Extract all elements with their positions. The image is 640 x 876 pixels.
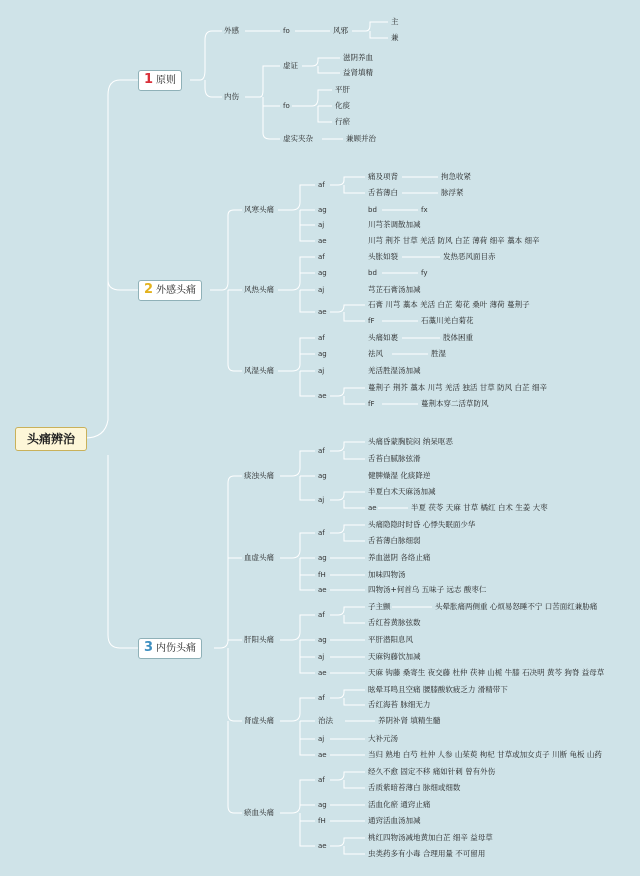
node: ae: [318, 842, 327, 850]
node: 蔓荆本穿二活草防风: [421, 399, 489, 408]
node: ae: [318, 586, 327, 594]
node: fo: [283, 102, 290, 110]
node: 肢体困重: [443, 333, 473, 342]
node: 拘急收紧: [441, 172, 471, 181]
node: fF: [368, 317, 375, 325]
node: af: [318, 447, 325, 455]
node: 石藁川羌白菊花: [421, 316, 474, 325]
node: 平肝潜阳息风: [368, 635, 413, 644]
node: aj: [318, 286, 325, 294]
node: 石膏 川芎 藁本 羌活 白芷 菊花 桑叶 薄荷 蔓荆子: [368, 300, 530, 309]
node: ae: [318, 669, 327, 677]
section-external: [138, 280, 202, 301]
node: 血虚头痛: [244, 553, 274, 562]
node: 平肝: [335, 85, 350, 94]
node: 半夏白术天麻汤加减: [368, 487, 436, 496]
node: 外感: [224, 26, 239, 35]
node: bd: [368, 206, 377, 214]
node: 眩晕耳鸣且空痛 腰膝酸软疲乏力 滑精带下: [368, 685, 508, 694]
node: 行瘀: [335, 117, 350, 126]
node: 风热头痛: [244, 285, 274, 294]
node: fy: [421, 269, 428, 277]
node: aj: [318, 496, 325, 504]
node: ag: [318, 636, 327, 644]
node: ag: [318, 269, 327, 277]
node: 益肾填精: [343, 68, 373, 77]
node: 川芎 荆芥 甘草 羌活 防风 白芷 薄荷 细辛 藁本 细辛: [368, 236, 540, 245]
node: ae: [318, 308, 327, 316]
node: af: [318, 611, 325, 619]
node: fo: [283, 27, 290, 35]
node: 经久不愈 固定不移 痛如针刺 曾有外伤: [368, 767, 496, 776]
node: 大补元汤: [368, 734, 398, 743]
node: aj: [318, 367, 325, 375]
node: 主: [391, 17, 399, 26]
node: 舌红海苔 脉细无力: [368, 700, 431, 709]
node: 风寒头痛: [244, 205, 274, 214]
node: 健脾燥湿 化痰降逆: [368, 471, 431, 480]
node: 头痛隐隐时时昏 心悸失眠面少华: [368, 520, 476, 529]
node: 养阴补肾 填精生髓: [378, 716, 441, 725]
node: 半夏 茯苓 天麻 甘草 橘红 白术 生姜 大枣: [411, 503, 548, 512]
node: 肝阳头痛: [244, 635, 274, 644]
node: 川芎茶调散加减: [368, 220, 421, 229]
node: 舌苔薄白: [368, 188, 398, 197]
node: af: [318, 181, 325, 189]
node: ae: [318, 237, 327, 245]
node: 芎芷石膏汤加减: [368, 285, 421, 294]
node: 活血化瘀 通窍止痛: [368, 800, 431, 809]
node: 舌质紫暗苔薄白 脉细或细数: [368, 783, 461, 792]
section-number: 1: [144, 72, 154, 87]
node: 胜湿: [431, 349, 446, 358]
node: 四物汤+何首乌 五味子 远志 酸枣仁: [368, 585, 487, 594]
node: fx: [421, 206, 428, 214]
node: fH: [318, 571, 326, 579]
node: 兼顾并治: [346, 134, 376, 143]
node: bd: [368, 269, 377, 277]
node: 蔓荆子 荆芥 藁本 川芎 羌活 独活 甘草 防风 白芷 细辛: [368, 383, 547, 392]
node: 头痛如裹: [368, 333, 398, 342]
node: 内伤: [224, 92, 239, 101]
node: 虫类药多有小毒 合理用量 不可留用: [368, 849, 486, 858]
node: ag: [318, 206, 327, 214]
node: 虚实夹杂: [283, 134, 313, 143]
node: 脉浮紧: [441, 188, 464, 197]
node: 子主颤: [368, 602, 391, 611]
section-label: 原则: [156, 75, 177, 86]
node: aj: [318, 221, 325, 229]
node: 兼: [391, 33, 399, 42]
section-label: 外感头痛: [156, 285, 197, 296]
node: ae: [318, 751, 327, 759]
node: 天麻钩藤饮加减: [368, 652, 421, 661]
node: ag: [318, 801, 327, 809]
node: 风邪: [333, 26, 348, 35]
node: ae: [318, 392, 327, 400]
node: 舌苔白腻脉弦滑: [368, 454, 421, 463]
node: ag: [318, 472, 327, 480]
node: aj: [318, 653, 325, 661]
node: af: [318, 253, 325, 261]
node: 肾虚头痛: [244, 716, 274, 725]
node: 舌红苔黄脉弦数: [368, 618, 421, 627]
node: 当归 熟地 白芍 杜仲 人参 山茱萸 枸杞 甘草或加女贞子 川断 龟板 山药: [368, 750, 602, 759]
node: 头胀如裂: [368, 252, 398, 261]
node: 舌苔薄白脉细弱: [368, 536, 421, 545]
node: 瘀血头痛: [244, 808, 274, 817]
node: af: [318, 334, 325, 342]
node: af: [318, 529, 325, 537]
node: 痰浊头痛: [244, 471, 274, 480]
node: 发热恶风面目赤: [443, 252, 496, 261]
node: fF: [368, 400, 375, 408]
section-number: 2: [144, 282, 154, 297]
node: 天麻 钩藤 桑寄生 夜交藤 杜仲 茯神 山栀 牛膝 石决明 黄芩 狗脊 益母草: [368, 668, 605, 677]
node: 养血滋阴 各络止痛: [368, 553, 431, 562]
node: 滋阴养血: [343, 53, 373, 62]
node: 治法: [318, 716, 333, 725]
node: 羌活胜湿汤加减: [368, 366, 421, 375]
section-principle: [138, 70, 182, 91]
node: ag: [318, 554, 327, 562]
node: af: [318, 694, 325, 702]
node: 头痛昏蒙胸脘闷 纳呆呕恶: [368, 437, 453, 446]
section-label: 内伤头痛: [156, 643, 197, 654]
section-number: 3: [144, 640, 154, 655]
node: 化痰: [335, 101, 350, 110]
node: 头晕胀痛两侧重 心烦易怒睡不宁 口苦面红兼胁痛: [435, 602, 598, 611]
node: 风湿头痛: [244, 366, 274, 375]
node: 通窍活血汤加减: [368, 816, 421, 825]
node: ag: [318, 350, 327, 358]
node: aj: [318, 735, 325, 743]
node: 桃红四物汤减地黄加白芷 细辛 益母草: [368, 833, 493, 842]
section-internal: [138, 638, 202, 659]
node: ae: [368, 504, 377, 512]
node: 虚证: [283, 61, 298, 70]
node: 加味四物汤: [368, 570, 406, 579]
node: af: [318, 776, 325, 784]
node: fH: [318, 817, 326, 825]
root-node: 头痛辨治: [15, 427, 87, 451]
node: 痛及项背: [368, 172, 398, 181]
node: 祛风: [368, 349, 383, 358]
